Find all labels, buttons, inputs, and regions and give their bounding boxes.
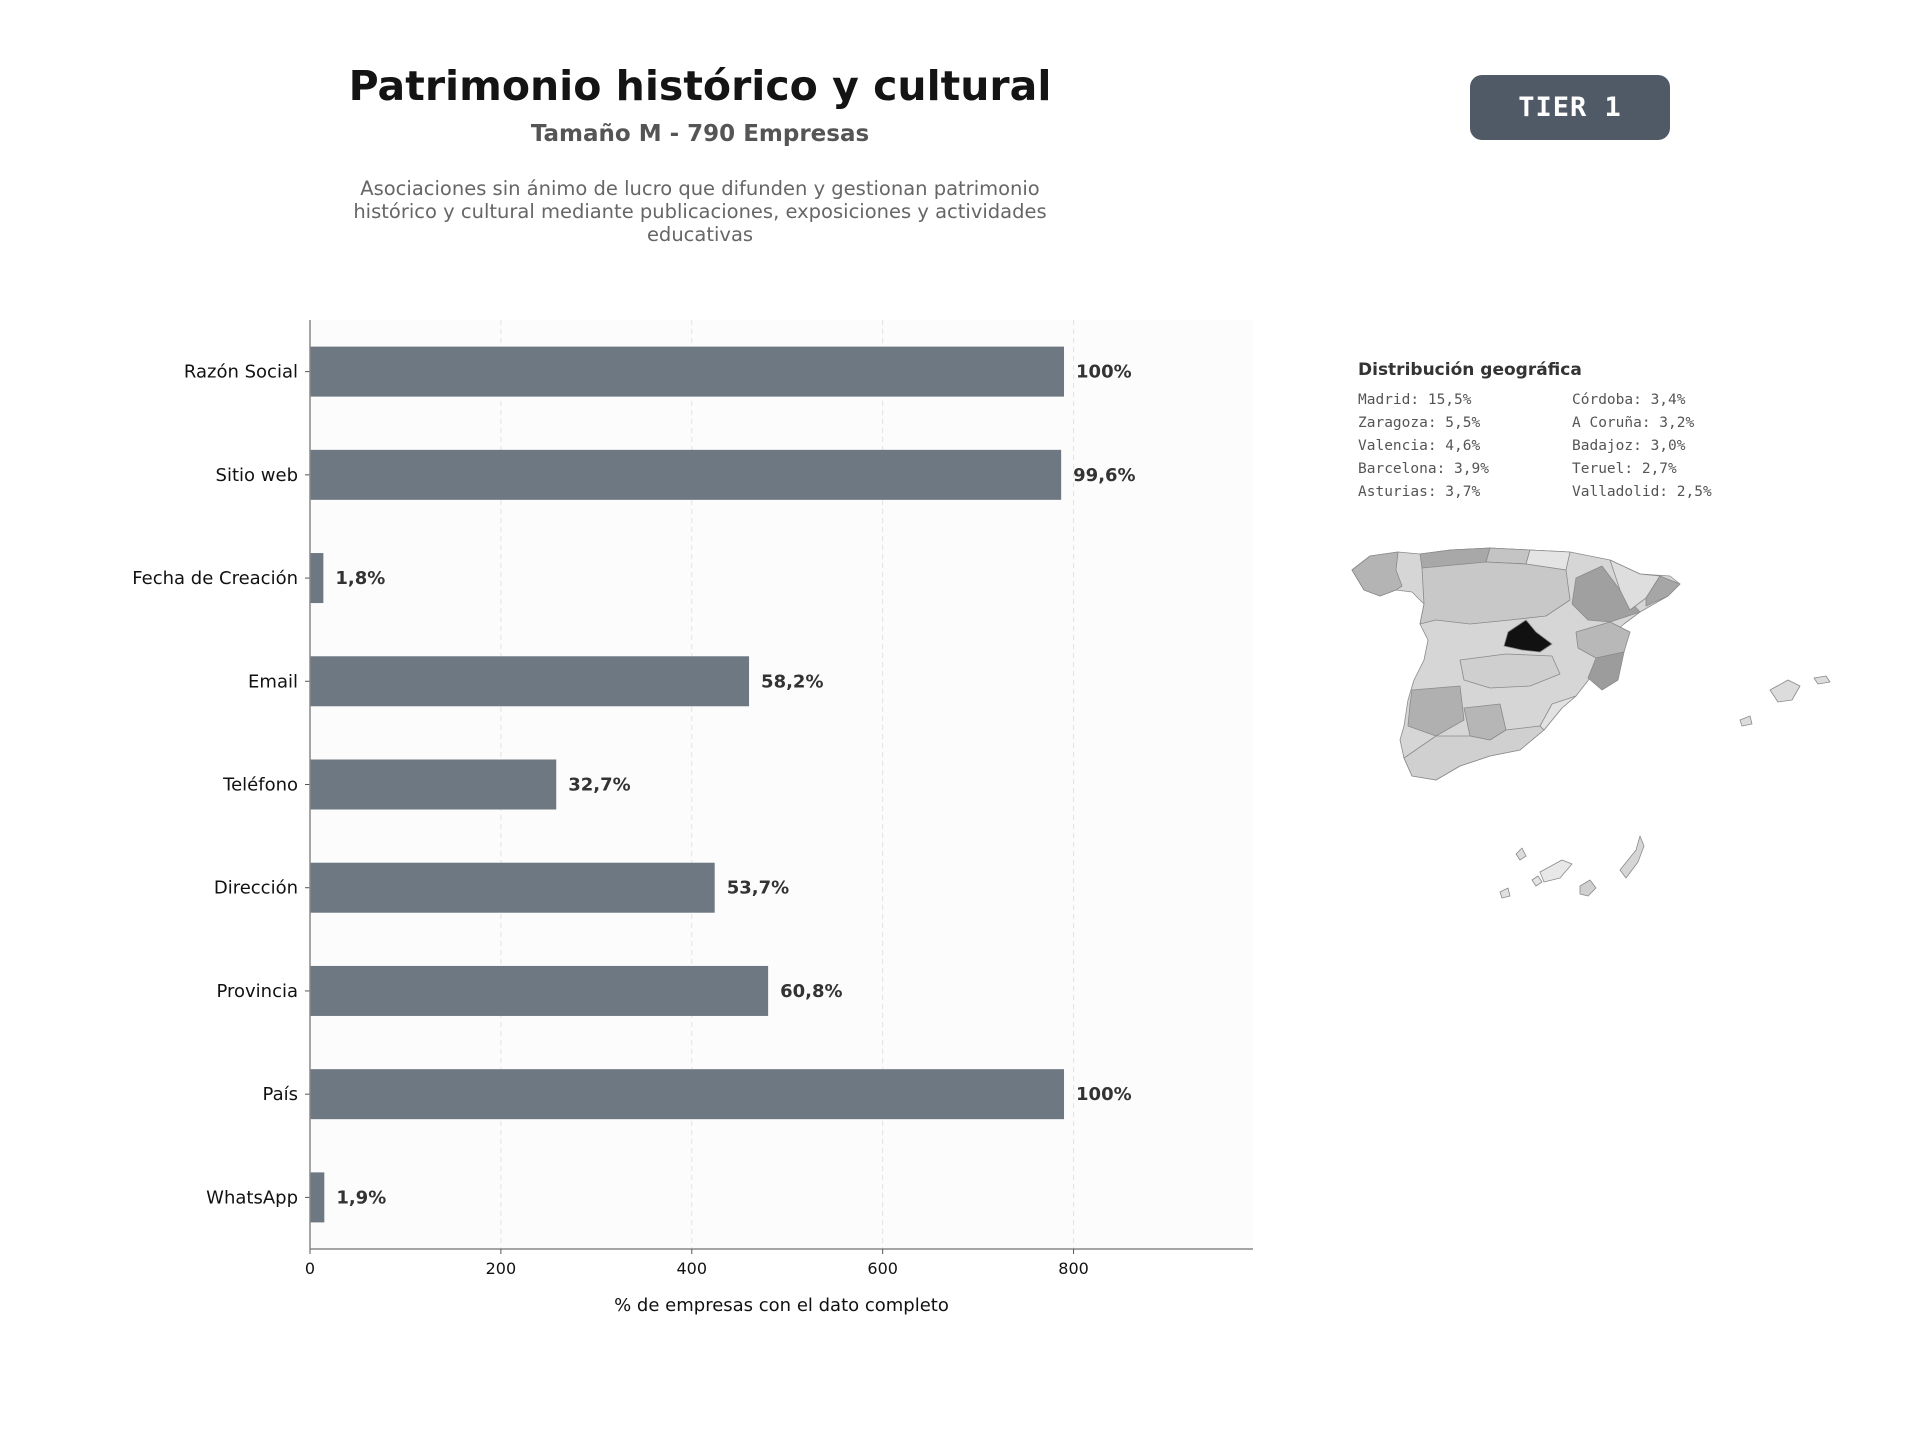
geo-item: Valladolid: 2,5% <box>1572 484 1712 500</box>
map-region-canarias-1 <box>1540 860 1572 882</box>
bar-data-label: 32,7% <box>568 774 631 796</box>
map-region-canarias-2 <box>1580 880 1596 896</box>
bar-data-label: 60,8% <box>780 980 843 1002</box>
map-region-canarias-5 <box>1500 888 1510 898</box>
y-tick-label: Dirección <box>213 877 298 899</box>
x-axis-label: % de empresas con el dato completo <box>614 1295 949 1316</box>
bar <box>310 760 556 810</box>
bar-data-label: 100% <box>1076 1084 1132 1106</box>
bar <box>310 1069 1064 1119</box>
x-tick-label: 400 <box>676 1259 708 1278</box>
page-title: Patrimonio histórico y cultural <box>348 62 1052 110</box>
bar <box>310 863 715 913</box>
bar-data-label: 99,6% <box>1073 464 1136 486</box>
geo-distribution-panel <box>1358 360 1878 500</box>
page-subtitle: Tamaño M - 790 Empresas <box>530 121 870 148</box>
y-tick-label: País <box>262 1084 298 1106</box>
y-tick-label: Email <box>248 671 298 693</box>
bar <box>310 1172 324 1222</box>
map-region-castilla-leon <box>1420 562 1570 624</box>
map-region-canarias-3 <box>1620 836 1644 878</box>
map-region-menorca <box>1814 676 1830 684</box>
map-region-mallorca <box>1770 680 1800 702</box>
map-region-canarias-4 <box>1516 848 1526 860</box>
geo-item: Valencia: 4,6% <box>1358 438 1481 454</box>
y-tick-label: Fecha de Creación <box>132 568 298 590</box>
bar <box>310 450 1061 500</box>
spain-province-map <box>1340 540 1860 910</box>
geo-distribution-title: Distribución geográfica <box>1358 360 1582 380</box>
bar-data-label: 1,9% <box>336 1187 387 1209</box>
bar-data-label: 53,7% <box>726 877 790 899</box>
bar-data-label: 58,2% <box>761 671 824 693</box>
y-tick-label: Provincia <box>216 980 298 1002</box>
bar-data-label: 1,8% <box>335 568 386 590</box>
geo-item: Badajoz: 3,0% <box>1572 438 1686 454</box>
bar <box>310 553 323 603</box>
geo-distribution-list <box>1358 392 1878 500</box>
map-region-ibiza <box>1740 716 1752 726</box>
x-tick-label: 0 <box>304 1259 316 1278</box>
y-tick-label: Razón Social <box>183 361 298 383</box>
geo-item: Asturias: 3,7% <box>1358 484 1481 500</box>
geo-item: Teruel: 2,7% <box>1572 461 1677 477</box>
bar-data-label: 100% <box>1076 361 1132 383</box>
sector-description: Asociaciones sin ánimo de lucro que difunden y gestionan patrimonio histórico y cultural mediante publicaciones, exposiciones y actividades educativas <box>353 177 1047 247</box>
geo-item: Barcelona: 3,9% <box>1358 461 1489 477</box>
geo-item: A Coruña: 3,2% <box>1572 415 1695 431</box>
x-tick-label: 600 <box>867 1259 898 1278</box>
x-tick-label: 800 <box>1058 1259 1089 1278</box>
bar <box>310 966 768 1016</box>
x-tick-label: 200 <box>485 1259 517 1278</box>
y-tick-label: WhatsApp <box>206 1187 298 1209</box>
y-tick-label: Teléfono <box>223 774 298 796</box>
bar <box>310 347 1064 397</box>
geo-item: Zaragoza: 5,5% <box>1358 415 1481 431</box>
map-region-galicia <box>1352 552 1402 596</box>
y-tick-label: Sitio web <box>215 464 298 486</box>
map-region-cantabria <box>1486 548 1530 564</box>
geo-item: Madrid: 15,5% <box>1358 392 1472 408</box>
geo-item: Córdoba: 3,4% <box>1572 392 1686 408</box>
bar <box>310 656 749 706</box>
tier-badge: TIER 1 <box>1470 75 1670 140</box>
map-region-canarias-6 <box>1532 876 1542 886</box>
